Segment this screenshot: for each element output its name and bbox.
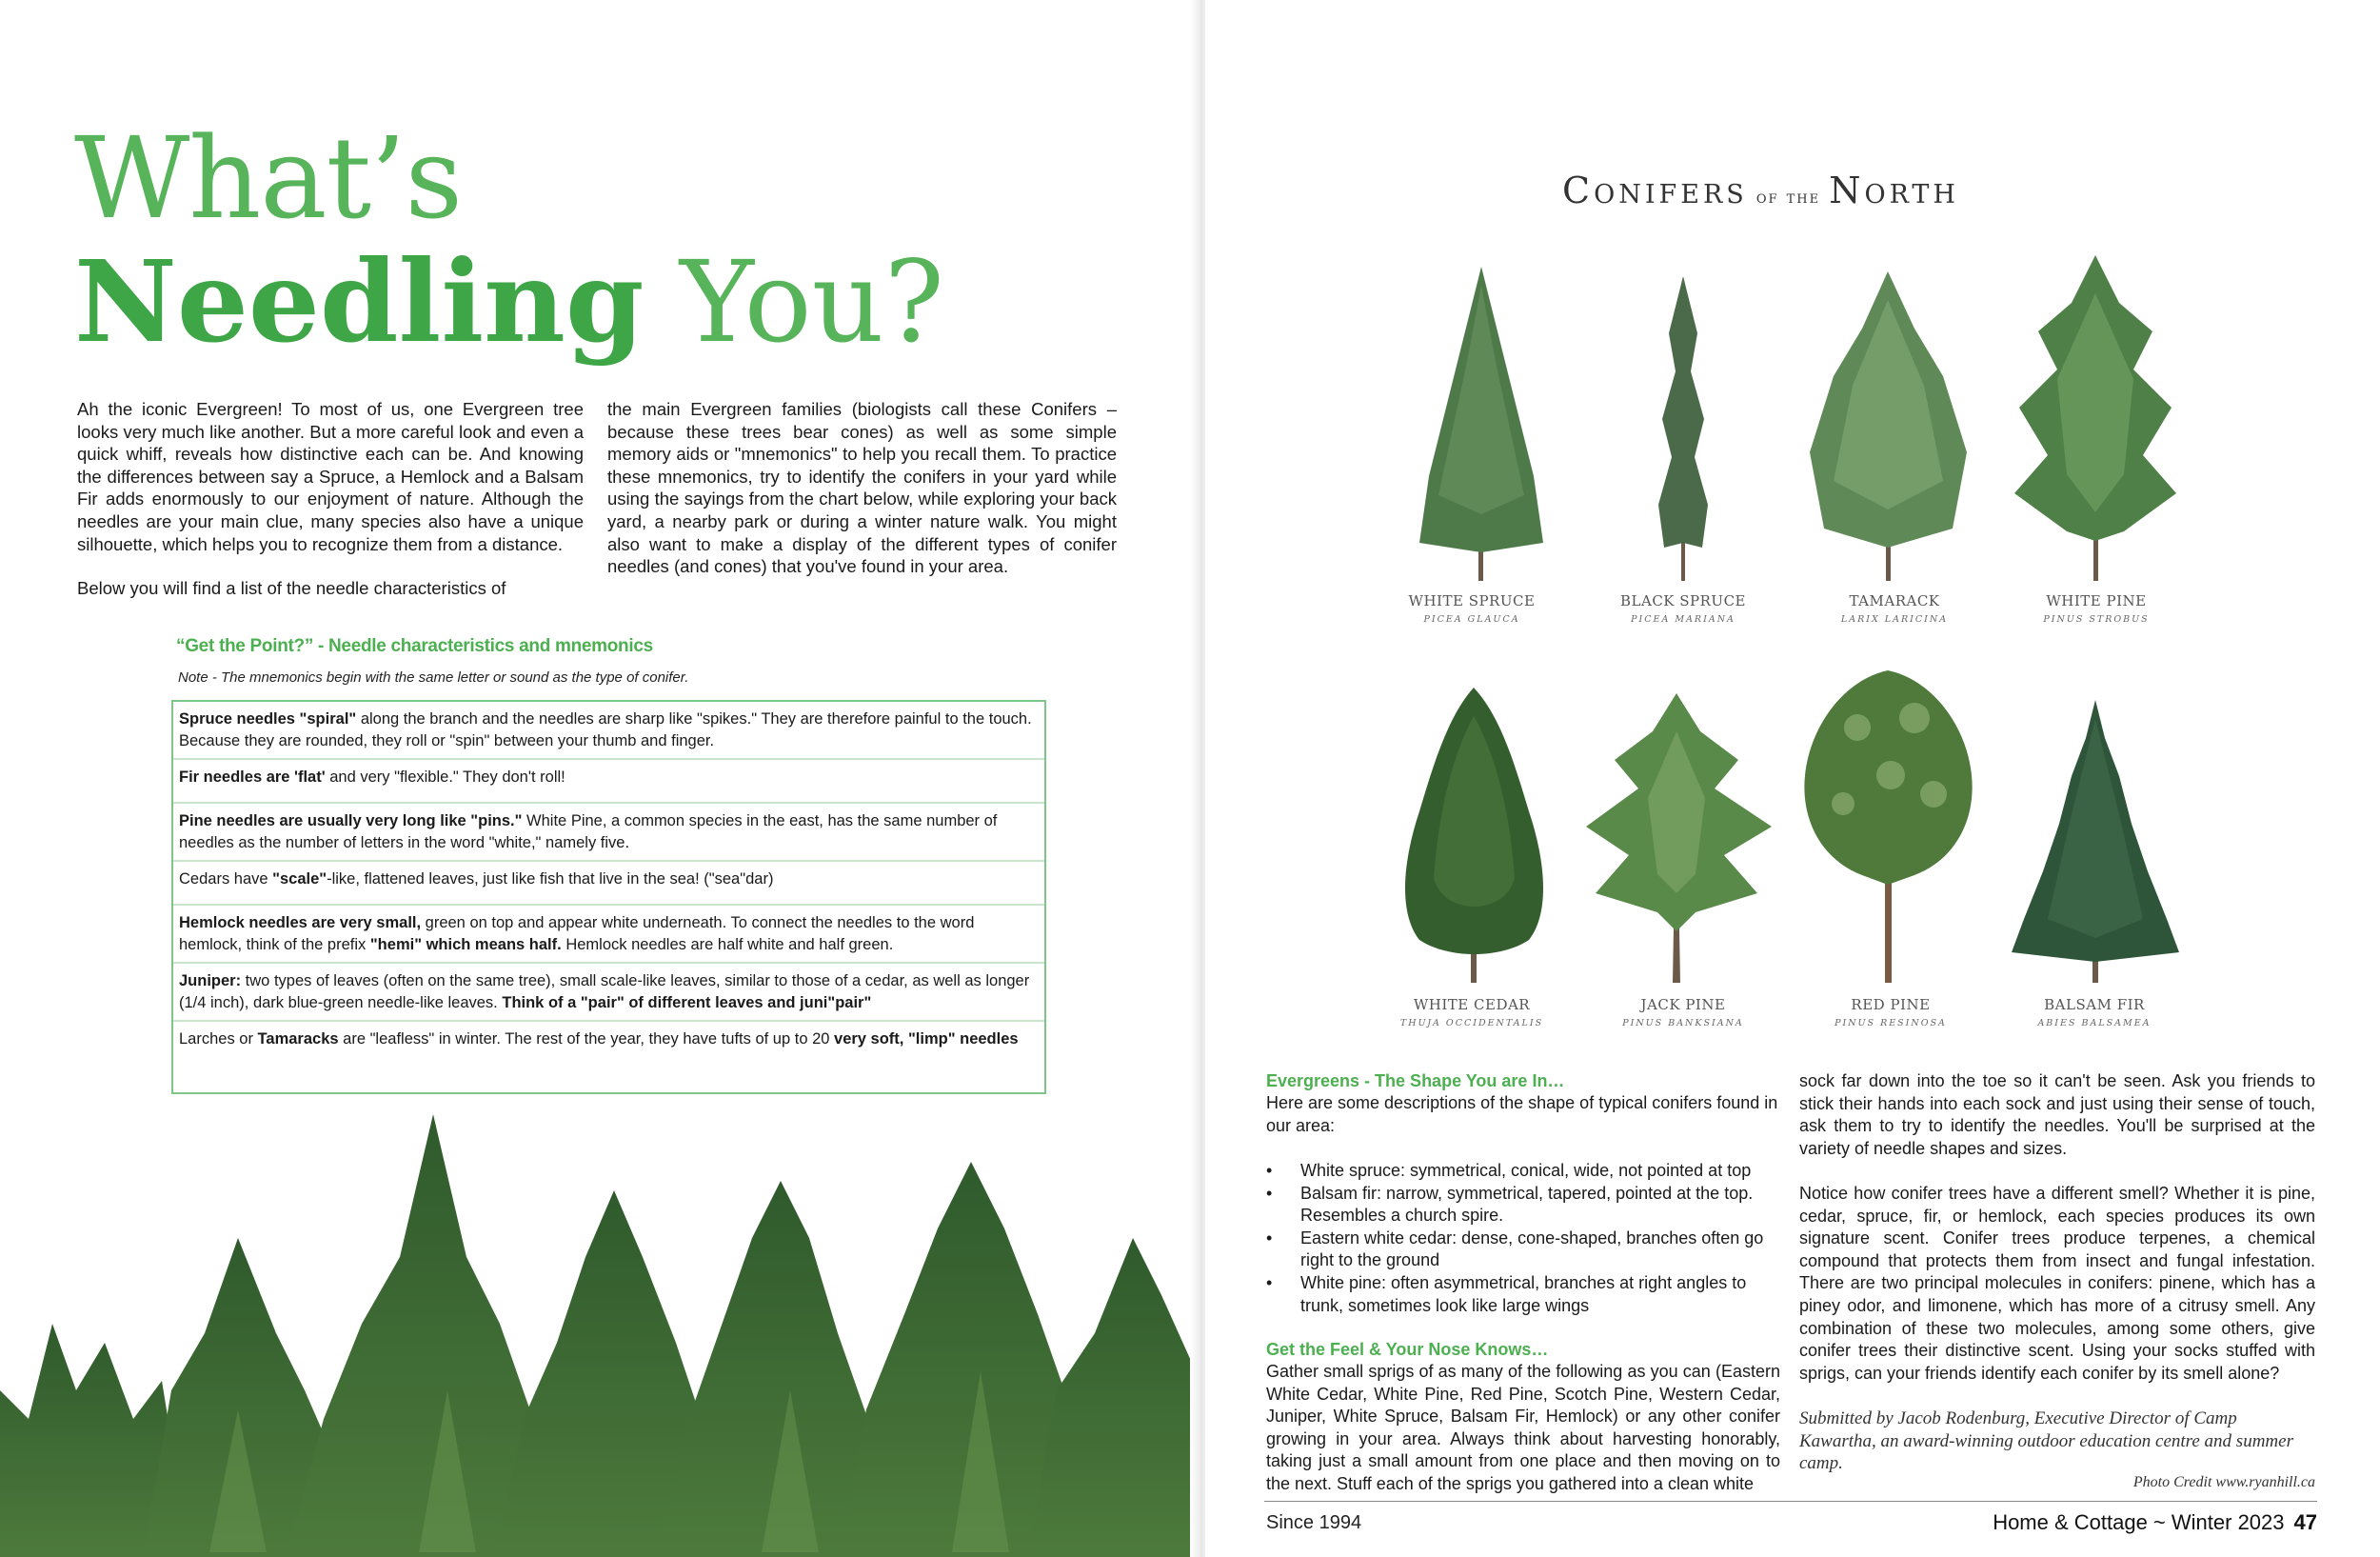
tree-latin-label: PICEA MARIANA — [1631, 614, 1735, 625]
tree-name-label: BLACK SPRUCE — [1620, 592, 1746, 609]
table-row — [173, 804, 1044, 862]
balsam-fir-illustration — [2010, 700, 2181, 983]
title-word-of-the: of the — [1755, 187, 1821, 208]
conifers-chart-title — [1562, 170, 1959, 211]
tree-name-label: TAMARACK — [1849, 592, 1940, 609]
jack-pine-illustration — [1581, 693, 1776, 983]
tree-name-label: RED PINE — [1851, 996, 1931, 1013]
row-text: -like, flattened leaves, just like fish that live in the sea! ("sea"dar) — [327, 870, 774, 888]
title-line-1: What’s — [74, 112, 463, 244]
row-text: Cedars have — [179, 870, 273, 888]
row-text: are "leafless" in winter. The rest of the year, they have tufts of up to 20 — [338, 1030, 835, 1048]
tree-latin-label: PINUS BANKSIANA — [1622, 1018, 1744, 1028]
body-paragraph: sock far down into the toe so it can't be seen. Ask you friends to stick their hands into each sock and just using their sense of touch, ask them to try to identify the needles. You'll be surprised at the variety of needle shapes and sizes. — [1799, 1071, 2315, 1158]
submitted-by: Submitted by Jacob Rodenburg, Executive Director of Camp Kawartha, an award-winning outdoor education centre and summer camp. — [1799, 1408, 2293, 1474]
white-spruce-illustration — [1410, 267, 1553, 581]
mnemonics-table — [171, 700, 1046, 1094]
row-text: Larches or — [179, 1030, 258, 1048]
row-bold: very soft, "limp" needles — [834, 1030, 1019, 1048]
red-pine-illustration — [1800, 670, 1976, 983]
shape-heading: Evergreens - The Shape You are In… — [1266, 1071, 1565, 1090]
feel-paragraph: Gather small sprigs of as many of the following as you can (Eastern White Cedar, White Pine, Red Pine, Scotch Pine, Western Cedar, Juniper, White Spruce, Balsam Fir, Hemlock) or any other conifer growing in your area. Always think about harvesting honorably, taking just a small amount from one place and then moving on to the next. Stuff each of the sprigs you gathered into a clean white — [1266, 1362, 1780, 1493]
tree-name-label: WHITE SPRUCE — [1408, 592, 1536, 609]
intro-column-1 — [77, 398, 584, 622]
white-cedar-illustration — [1396, 688, 1553, 983]
black-spruce-illustration — [1645, 276, 1721, 581]
table-row — [173, 760, 1044, 804]
title-bold-word: Needling — [74, 235, 645, 368]
table-note: Note - The mnemonics begin with the same letter or sound as the type of conifer. — [178, 669, 689, 686]
tree-latin-label: PINUS RESINOSA — [1835, 1018, 1947, 1028]
right-page — [1205, 0, 2380, 1557]
row-bold: Pine needles are usually very long like "pins." — [179, 812, 523, 829]
shape-intro: Here are some descriptions of the shape of typical conifers found in our area: — [1266, 1093, 1778, 1135]
title-word-north: North — [1829, 170, 1959, 211]
forest-treeline-image — [0, 1105, 1196, 1557]
body-paragraph: Notice how conifer trees have a different smell? Whether it is pine, cedar, spruce, fir, or hemlock, each species produces its own signature scent. Conifer trees produce terpenes, a chemical compound that protects them from insect and fungal infestation. There are two principal molecules in conifers: pinene, which has a piney odor, and limonene, which has more of a citrusy smell. Any combination of these two molecules, among some others, give conifer trees their distinctive scent. Using your socks stuffed with sprigs, can your friends identify each conifer by its smell alone? — [1799, 1184, 2315, 1383]
tree-name-label: BALSAM FIR — [2044, 996, 2145, 1013]
tree-latin-label: ABIES BALSAMEA — [2037, 1018, 2152, 1028]
row-bold: Spruce needles "spiral" — [179, 710, 357, 728]
row-bold: Think of a "pair" of different leaves and juni"pair" — [502, 994, 872, 1011]
footer-magazine: Home & Cottage ~ Winter 2023 — [1993, 1510, 2285, 1534]
intro-column-2 — [607, 398, 1117, 600]
page-number: 47 — [2293, 1510, 2317, 1534]
tree-latin-label: THUJA OCCIDENTALIS — [1399, 1018, 1544, 1028]
tree-name-label: WHITE CEDAR — [1413, 996, 1531, 1013]
row-text: and very "flexible." They don't roll! — [325, 769, 565, 786]
row-bold: "scale" — [272, 870, 327, 888]
table-row — [173, 862, 1044, 906]
table-row — [173, 964, 1044, 1022]
white-pine-illustration — [2010, 255, 2181, 581]
footer-since: Since 1994 — [1266, 1512, 1362, 1533]
tree-latin-label: PINUS STROBUS — [2043, 614, 2150, 625]
row-text: Hemlock needles are half white and half green. — [561, 936, 894, 953]
row-text: White Pine, a common species in the east, has the same number of needles as the number of letters in the word "white," namely five. — [179, 812, 998, 851]
footer-publication — [1993, 1510, 2317, 1535]
table-row — [173, 702, 1044, 760]
table-row — [173, 1022, 1044, 1066]
list-item: • Eastern white cedar: dense, cone-shaped, branches often go right to the ground — [1266, 1228, 1780, 1272]
row-bold: Tamaracks — [257, 1030, 339, 1048]
row-text: green on top and appear white underneath. To connect the needles to the word hemlock, think of the prefix — [179, 914, 975, 953]
table-heading: “Get the Point?” - Needle characteristics and mnemonics — [176, 636, 653, 656]
list-item: • Balsam fir: narrow, symmetrical, tapered, pointed at the top. Resembles a church spire. — [1266, 1183, 1780, 1228]
table-row — [173, 906, 1044, 964]
feel-heading: Get the Feel & Your Nose Knows… — [1266, 1340, 1549, 1359]
row-bold: "hemi" which means half. — [369, 936, 562, 953]
intro-paragraph: the main Evergreen families (biologists call these Conifers – because these trees bear cones) as well as some simple memory aids or "mnemonics" to help you recall them. To practice these mnemonics, try to identify the conifers in your yard while using the sayings from the chart below, while exploring your back yard, a nearby park or during a winter nature walk. You might also want to make a display of the different types of conifer needles (and cones) that you've found in your area. — [607, 399, 1117, 577]
list-item: • White spruce: symmetrical, conical, wide, not pointed at top — [1266, 1160, 1780, 1183]
tree-latin-label: LARIX LARICINA — [1840, 614, 1949, 625]
list-item: • White pine: often asymmetrical, branches at right angles to trunk, sometimes look like large wings — [1266, 1272, 1780, 1317]
row-bold: Juniper: — [179, 972, 242, 989]
shape-bullet-list — [1266, 1160, 1780, 1317]
intro-paragraph: Below you will find a list of the needle characteristics of — [77, 578, 506, 599]
tree-name-label: WHITE PINE — [2046, 592, 2147, 609]
row-text: along the branch and the needles are sharp like "spikes." They are therefore painful to the touch. Because they are rounded, they roll or "spin" between your thumb and finger. — [179, 710, 1032, 749]
row-bold: Fir needles are 'flat' — [179, 769, 326, 786]
row-bold: Hemlock needles are very small, — [179, 914, 422, 931]
tamarack-illustration — [1800, 271, 1976, 581]
intro-paragraph: Ah the iconic Evergreen! To most of us, one Evergreen tree looks very much like another. But a more careful look and even a quick whiff, reveals how distinctive each can be. And knowing the differences between say a Spruce, a Hemlock and a Balsam Fir adds enormously to our enjoyment of nature. Although the needles are your main clue, many species also have a unique silhouette, which helps you to recognize them from a distance. — [77, 399, 584, 554]
row-text: two types of leaves (often on the same tree), small scale-like leaves, similar to those of a cedar, as well as longer (1/4 inch), dark blue-green needle-like leaves. — [179, 972, 1030, 1011]
footer-rule — [1264, 1501, 2317, 1502]
article-title — [74, 112, 944, 368]
title-word-conifers: Conifers — [1562, 170, 1748, 211]
title-rest: You? — [644, 236, 944, 368]
photo-credit: Photo Credit www.ryanhill.ca — [2132, 1474, 2315, 1490]
tree-latin-label: PICEA GLAUCA — [1423, 614, 1520, 625]
tree-name-label: JACK PINE — [1640, 996, 1726, 1013]
title-line-2 — [74, 235, 944, 368]
